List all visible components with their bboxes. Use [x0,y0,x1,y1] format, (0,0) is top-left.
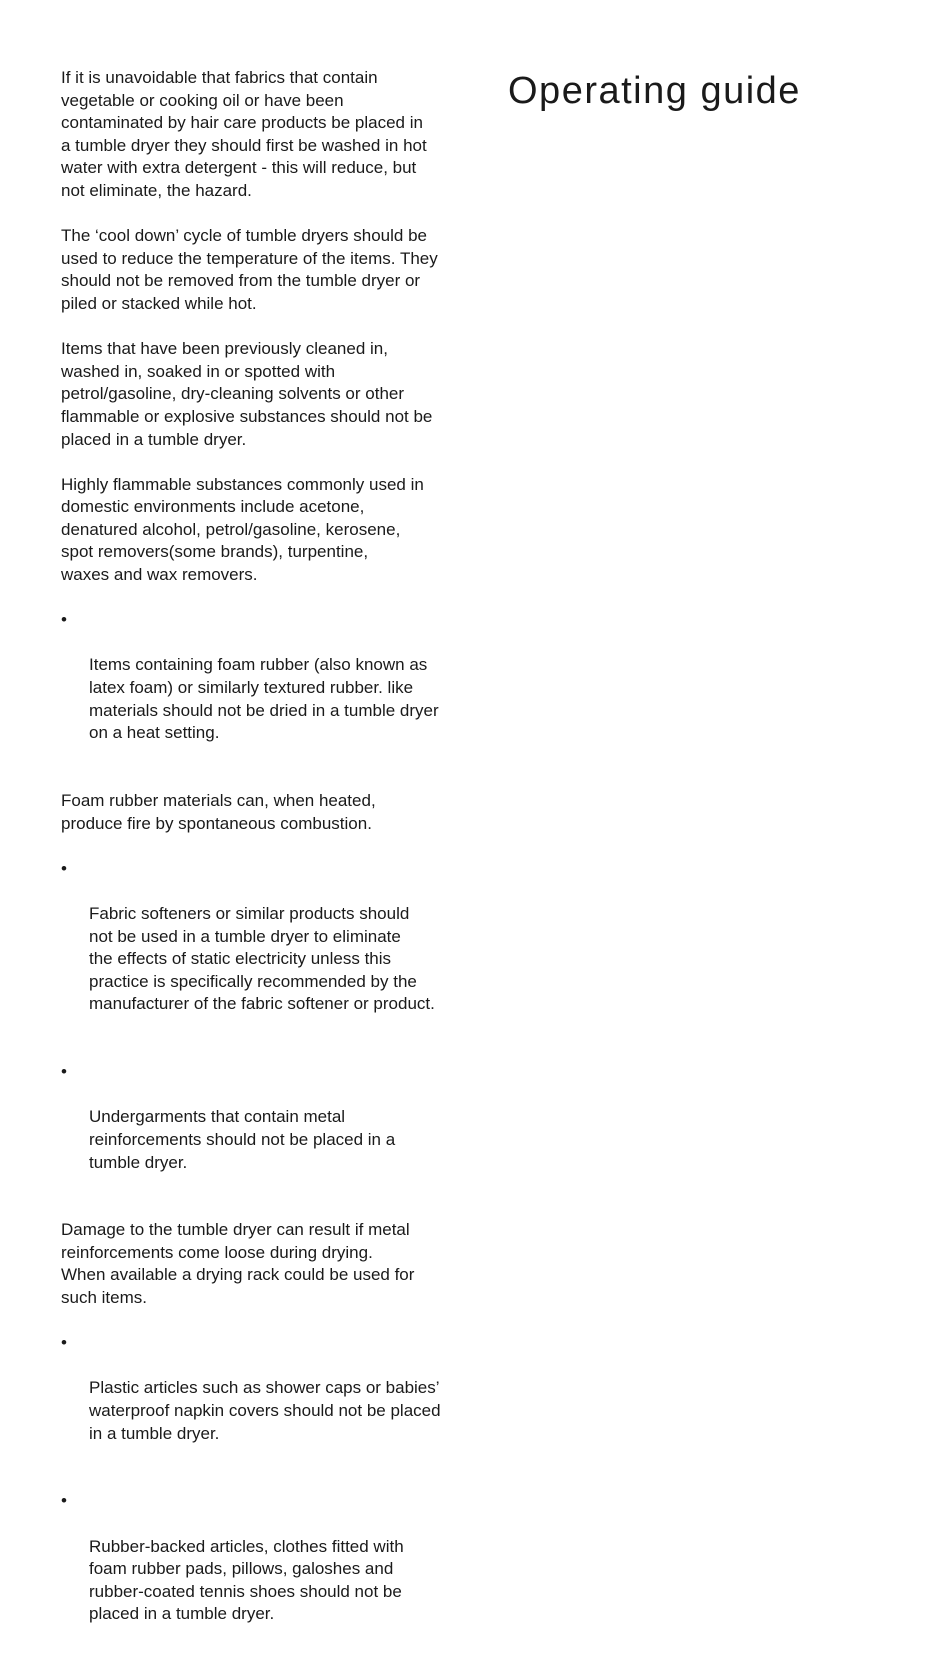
page-title: Operating guide [508,70,801,112]
paragraph-metal-reinforcements: Damage to the tumble dryer can result if metal reinforcements come loose during drying. When available a drying rack could be used for such items. [61,1220,415,1308]
bullet-text: Fabric softeners or similar products should not be used in a tumble dryer to eliminate the effects of static electricity unless this practice is specifically recommended by the manufacturer of the fabric softener or product. [89,903,435,1014]
bullet-icon: • [61,858,67,878]
paragraph-cool-down-cycle: The ‘cool down’ cycle of tumble dryers should be used to reduce the temperature of the items. They should not be removed from the tumble dryer or piled or stacked while hot. [61,226,438,313]
bullet-text: Undergarments that contain metal reinforcements should not be placed in a tumble dryer. [89,1107,396,1172]
safety-text-column [61,67,481,1671]
bullet-icon: • [61,610,67,630]
paragraph-oil-contaminated-fabrics: If it is unavoidable that fabrics that contain vegetable or cooking oil or have been contaminated by hair care products be placed in a tumble dryer they should first be washed in hot water with extra detergent - this will reduce, but not eliminate, the hazard. [61,68,427,200]
bullet-item-foam-rubber [61,609,481,767]
bullet-text: Plastic articles such as shower caps or babies’ waterproof napkin covers should not be placed in a tumble dryer. [89,1378,441,1443]
bullet-icon: • [61,1491,67,1511]
bullet-item-fabric-softeners [61,858,481,1039]
bullet-item-plastic-articles [61,1332,481,1468]
paragraph-spontaneous-combustion: Foam rubber materials can, when heated, produce fire by spontaneous combustion. [61,791,376,833]
bullet-text: Rubber-backed articles, clothes fitted with foam rubber pads, pillows, galoshes and rubber-coated tennis shoes should not be placed in a tumble dryer. [89,1536,404,1624]
bullet-item-undergarments [61,1061,481,1197]
bullet-icon: • [61,1062,67,1082]
bullet-icon: • [61,1333,67,1353]
bullet-item-rubber-backed-articles [61,1490,481,1648]
bullet-text: Items containing foam rubber (also known as latex foam) or similarly textured rubber. like materials should not be dried in a tumble dryer on a heat setting. [89,655,439,743]
paragraph-flammable-substances: Highly flammable substances commonly used in domestic environments include acetone, denatured alcohol, petrol/gasoline, kerosene, spot removers(some brands), turpentine, waxes and wax removers. [61,474,424,585]
paragraph-solvent-cleaned-items: Items that have been previously cleaned in, washed in, soaked in or spotted with petrol/gasoline, dry-cleaning solvents or other flammable or explosive substances should not be placed in a tumble dryer. [61,339,433,449]
